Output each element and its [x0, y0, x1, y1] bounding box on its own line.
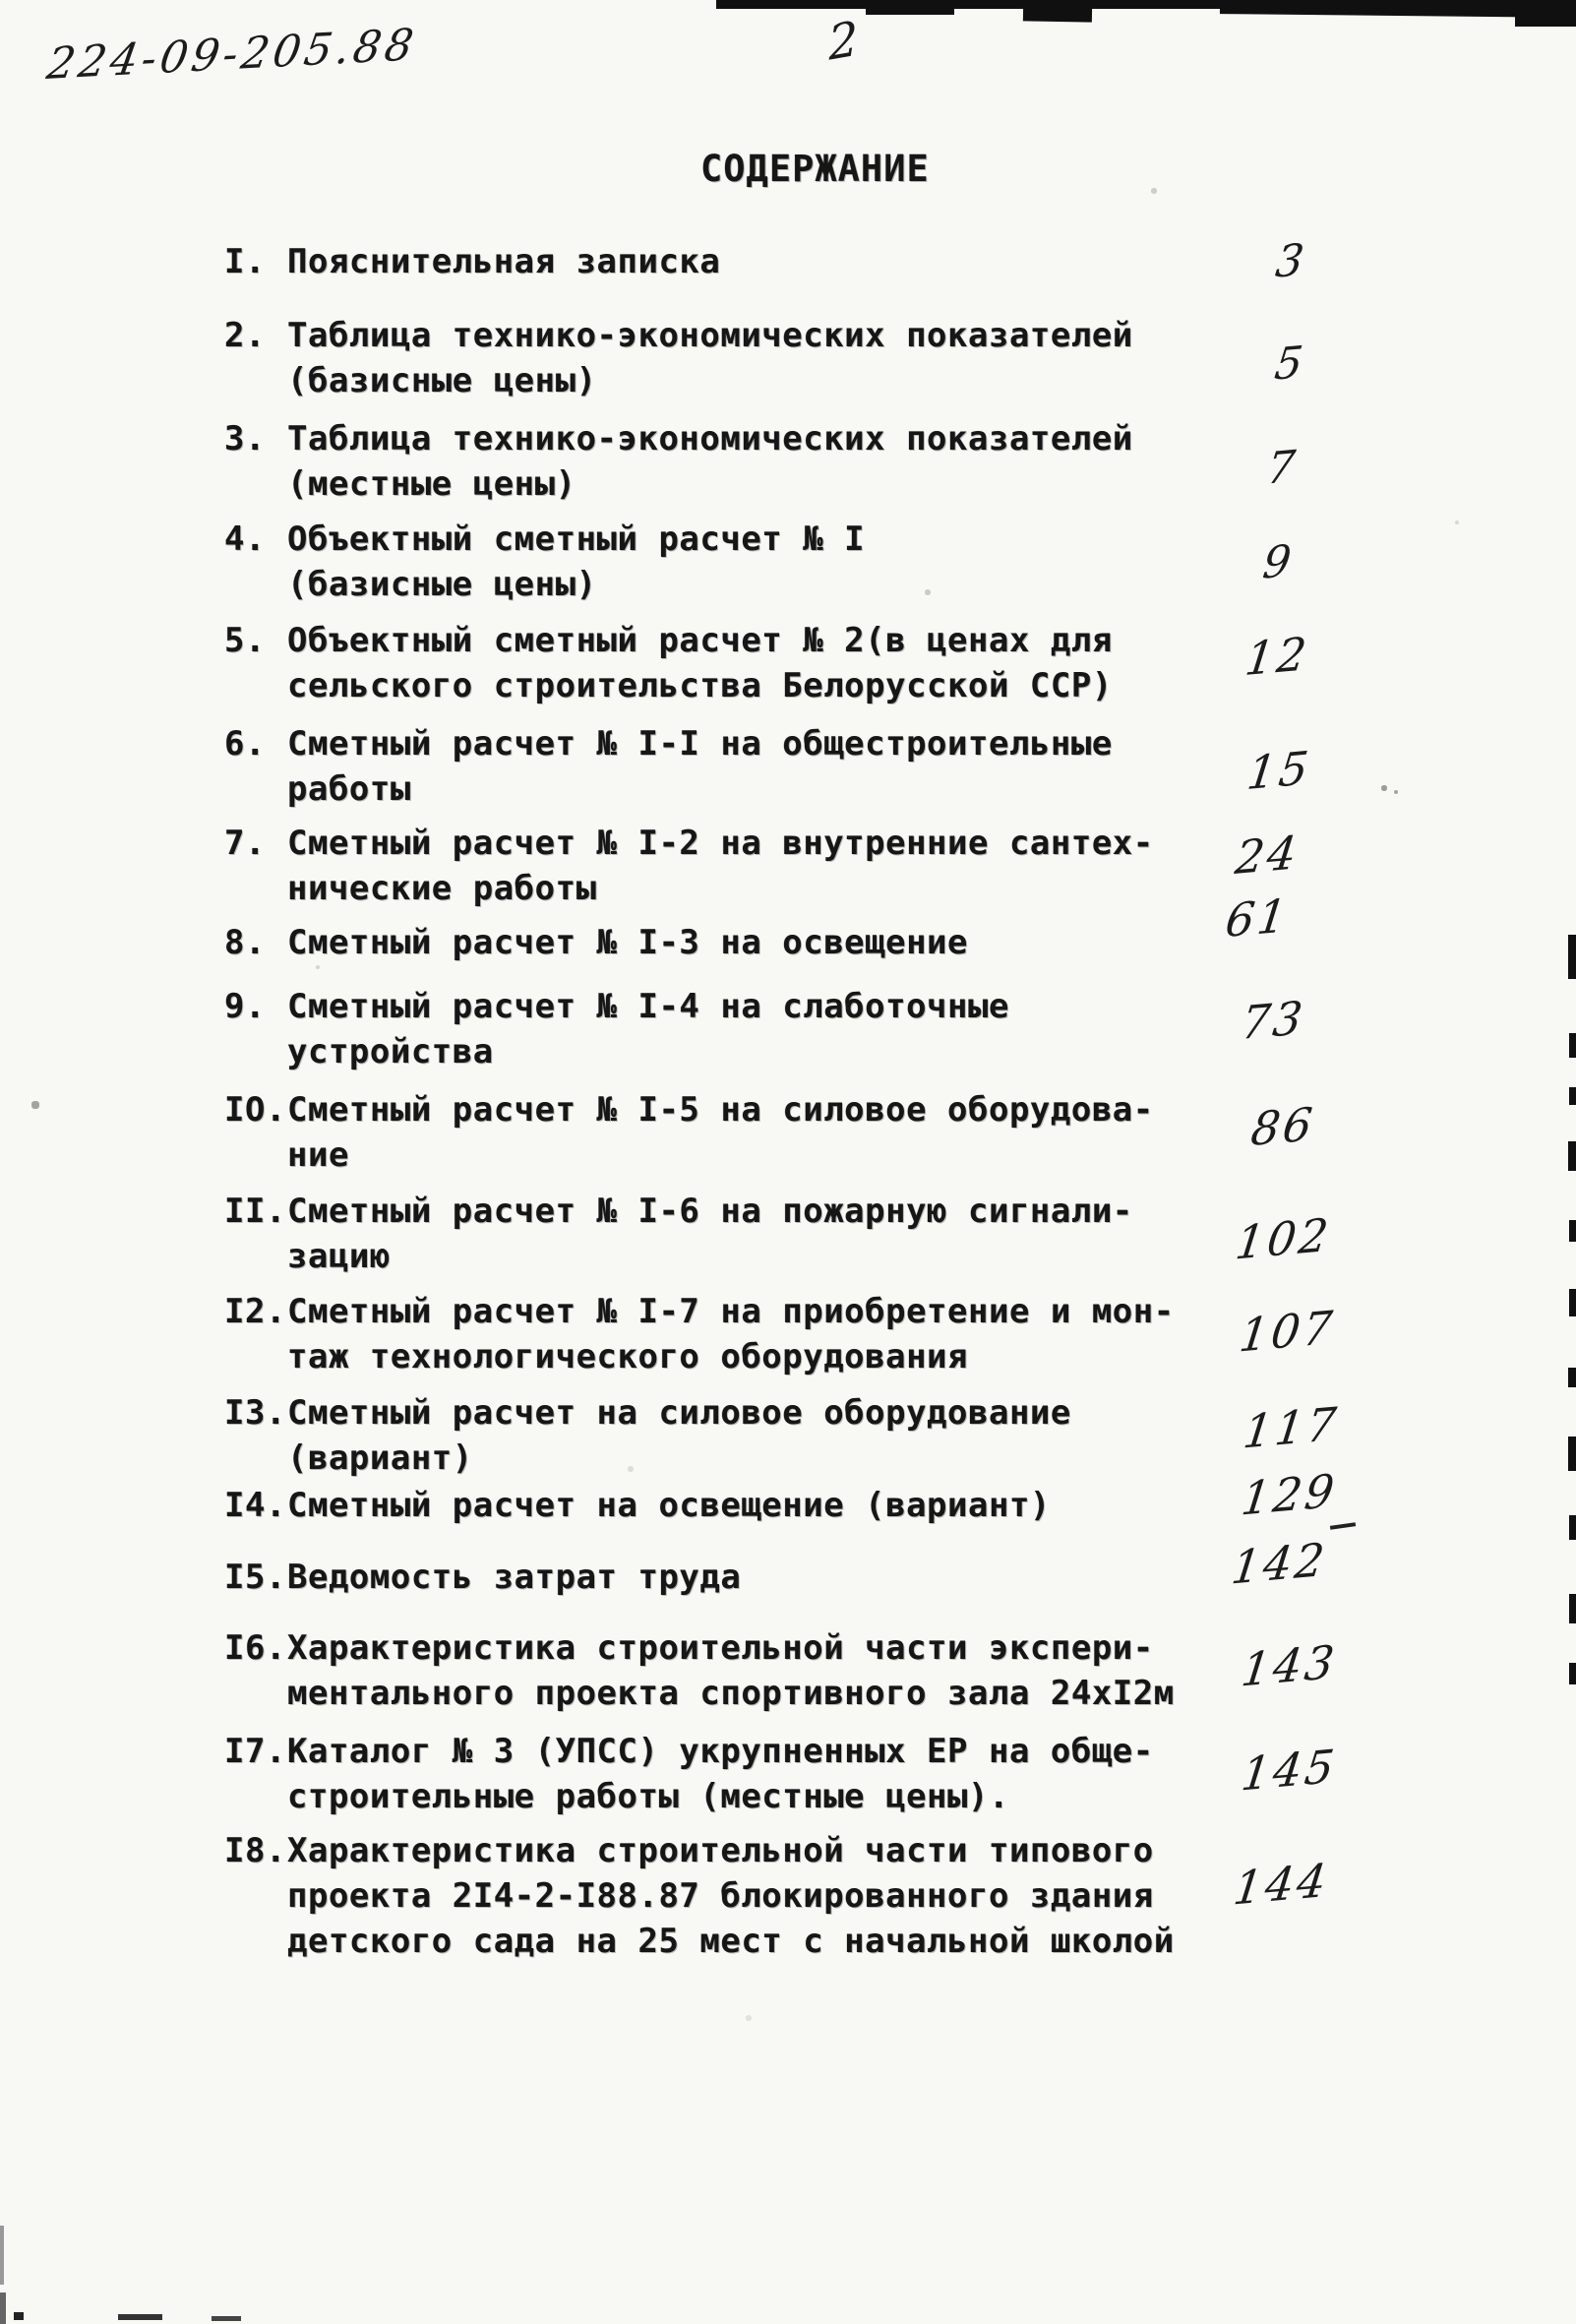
handwritten-sheet-number: 2 [827, 11, 860, 72]
handwritten-page-number: 107 [1236, 1300, 1338, 1363]
toc-item-text: Сметный расчет № I-2 на внутренние сантех- [287, 824, 1154, 863]
handwritten-page-number: 73 [1238, 990, 1308, 1051]
toc-item-text: устройства [287, 1032, 494, 1071]
toc-item-text: Сметный расчет № I-3 на освещение [287, 923, 969, 962]
toc-item-number: I. [224, 242, 266, 281]
handwritten-page-number: 142 [1228, 1532, 1330, 1595]
toc-item [224, 517, 865, 607]
toc-item [224, 1828, 1175, 1964]
scan-artifact-right-edge [1569, 1087, 1576, 1105]
toc-item-number: 5. [224, 621, 266, 660]
toc-item-text: проекта 2I4-2-I88.87 блокированного здания [287, 1876, 1154, 1916]
toc-item-text: Таблица технико-экономических показателей [287, 419, 1133, 459]
toc-item-text: таж технологического оборудования [287, 1337, 969, 1376]
scan-artifact-bottom-edge [14, 2312, 24, 2320]
toc-item [224, 618, 1113, 708]
handwritten-page-number: 102 [1232, 1207, 1334, 1270]
toc-item-text: детского сада на 25 мест с начальной школой [287, 1922, 1175, 1961]
handwritten-page-number: 15 [1243, 740, 1314, 801]
toc-item-text: Характеристика строительной части типового [287, 1831, 1154, 1870]
scan-artifact-right-edge [1569, 1515, 1576, 1540]
handwritten-page-number: 61 [1222, 887, 1293, 948]
handwritten-page-number: 12 [1242, 626, 1312, 687]
toc-item-text: Характеристика строительной части экспери- [287, 1628, 1154, 1668]
toc-item [224, 984, 1009, 1074]
handwritten-page-number: 117 [1240, 1396, 1342, 1459]
handwritten-page-number: 5 [1271, 336, 1309, 391]
handwritten-page-number: 24 [1232, 825, 1303, 886]
handwritten-page-number: 143 [1238, 1634, 1340, 1697]
toc-item [224, 1625, 1175, 1716]
toc-item-text: Сметный расчет № I-4 на слаботочные [287, 987, 1009, 1026]
toc-item-number: 2. [224, 316, 266, 355]
toc-item-number: I2. [224, 1292, 286, 1331]
toc-item-number: IO. [224, 1090, 286, 1130]
handwritten-page-number: 7 [1263, 441, 1302, 495]
toc-item-number: 7. [224, 824, 266, 863]
toc-item [224, 1087, 1154, 1178]
toc-item-text: Пояснительная записка [287, 242, 721, 281]
toc-item-text: работы [287, 769, 411, 809]
handwritten-page-number: 9 [1259, 535, 1298, 589]
toc-item [224, 416, 1133, 507]
toc-item-number: I7. [224, 1732, 286, 1771]
scan-artifact-top-edge [1515, 0, 1576, 27]
toc-item-text: Таблица технико-экономических показателей [287, 316, 1133, 355]
toc-item [224, 1289, 1175, 1379]
scan-noise-speckles [0, 0, 2, 2]
scan-artifact-right-edge [1569, 1289, 1576, 1316]
toc-item [224, 721, 1113, 812]
toc-item-text: Сметный расчет № I-6 на пожарную сигнали- [287, 1192, 1133, 1231]
scan-artifact-right-edge [1568, 1437, 1576, 1471]
toc-item-number: I4. [224, 1486, 286, 1525]
toc-item [224, 1390, 1071, 1481]
toc-item-text: Сметный расчет № I-7 на приобретение и мон- [287, 1292, 1175, 1331]
scan-artifact-left-edge [0, 2226, 4, 2285]
scan-artifact-right-edge [1569, 1594, 1576, 1623]
handwritten-page-number: 129 [1238, 1463, 1340, 1526]
toc-item-number: 9. [224, 987, 266, 1026]
toc-item-text: нические работы [287, 869, 597, 908]
scan-artifact-left-edge [0, 2293, 6, 2324]
scan-artifact-right-edge [1568, 1368, 1576, 1387]
toc-item-number: I5. [224, 1558, 286, 1597]
toc-item-number: II. [224, 1192, 286, 1231]
toc-item-number: 6. [224, 724, 266, 764]
toc-item [224, 1555, 741, 1600]
toc-item [224, 239, 720, 284]
toc-item-text: Сметный расчет на силовое оборудование [287, 1393, 1071, 1433]
scan-artifact-right-edge [1569, 1033, 1576, 1058]
toc-item-text: зацию [287, 1237, 391, 1276]
toc-item-text: Сметный расчет № I-5 на силовое оборудова- [287, 1090, 1154, 1130]
toc-item [224, 1189, 1133, 1279]
toc-item-text: ние [287, 1135, 349, 1175]
toc-item-text: Ведомость затрат труда [287, 1558, 742, 1597]
toc-item [224, 313, 1133, 403]
toc-item-text: строительные работы (местные цены). [287, 1777, 1009, 1816]
toc-item-text: Объектный сметный расчет № 2(в ценах для [287, 621, 1113, 660]
toc-item-number: I8. [224, 1831, 286, 1870]
scan-artifact-right-edge [1568, 1141, 1576, 1171]
toc-item-text: (базисные цены) [287, 361, 597, 400]
scan-artifact-bottom-edge [118, 2314, 162, 2320]
toc-item-text: сельского строительства Белорусской ССР) [287, 666, 1113, 705]
page-title: СОДЕРЖАНИЕ [700, 148, 930, 190]
toc-item [224, 821, 1154, 911]
scan-artifact-right-edge [1569, 1663, 1576, 1684]
handwritten-document-code: 224-09-205.88 [43, 19, 421, 91]
toc-item-text: (местные цены) [287, 464, 576, 504]
scan-artifact-right-edge [1569, 1220, 1576, 1242]
toc-item [224, 1729, 1154, 1819]
scan-artifact-bottom-edge [212, 2316, 241, 2321]
scan-artifact-top-edge [1023, 4, 1092, 22]
handwritten-page-number: 145 [1238, 1739, 1340, 1802]
handwritten-page-number: 86 [1247, 1096, 1318, 1157]
handwritten-dash [1330, 1522, 1356, 1530]
toc-item-text: Сметный расчет на освещение (вариант) [287, 1486, 1051, 1525]
handwritten-page-number: 3 [1272, 234, 1310, 288]
toc-item-text: ментального проекта спортивного зала 24хI2м [287, 1674, 1175, 1713]
toc-item-text: Объектный сметный расчет № I [287, 520, 866, 559]
toc-item-number: I3. [224, 1393, 286, 1433]
toc-item-text: (базисные цены) [287, 565, 597, 604]
scan-artifact-right-edge [1568, 935, 1576, 979]
toc-item [224, 920, 968, 965]
handwritten-page-number: 144 [1230, 1853, 1332, 1916]
toc-item-text: (вариант) [287, 1438, 473, 1478]
toc-item-text: Сметный расчет № I-I на общестроительные [287, 724, 1113, 764]
scan-artifact-top-edge [866, 7, 954, 15]
toc-item-number: 4. [224, 520, 266, 559]
toc-item [224, 1483, 1051, 1528]
toc-item-number: 3. [224, 419, 266, 459]
toc-item-text: Каталог № 3 (УПСС) укрупненных ЕР на обще- [287, 1732, 1154, 1771]
toc-item-number: 8. [224, 923, 266, 962]
toc-item-number: I6. [224, 1628, 286, 1668]
